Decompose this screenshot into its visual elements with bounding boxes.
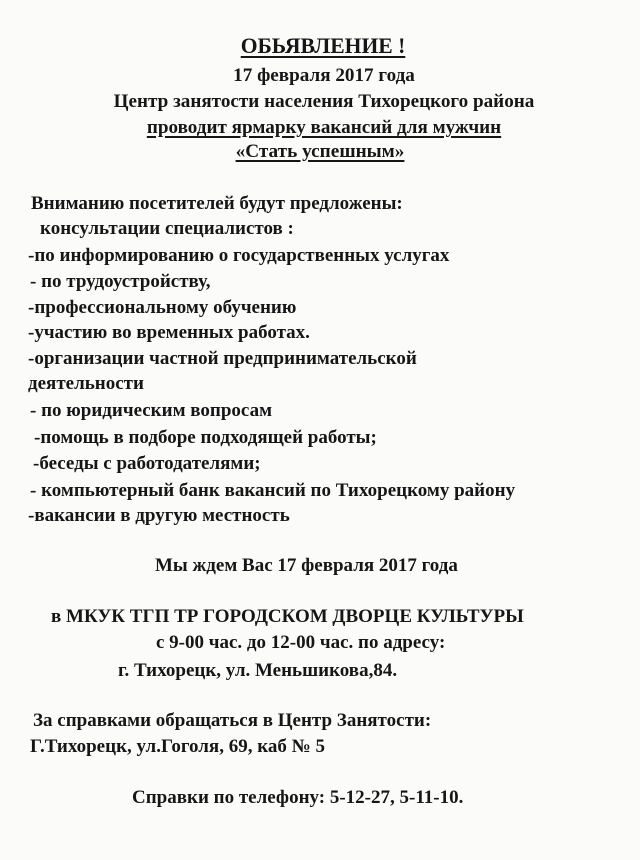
venue: в МКУК ТГП ТР ГОРОДСКОМ ДВОРЦЕ КУЛЬТУРЫ bbox=[51, 606, 524, 627]
contact-info: За справками обращаться в Центр Занятости: bbox=[33, 710, 432, 731]
announcement-title: ОБЬЯВЛЕНИЕ ! bbox=[240, 34, 406, 58]
offer-item: - по юридическим вопросам bbox=[30, 400, 273, 421]
offer-item: -по информированию о государственных услугах bbox=[28, 245, 450, 266]
event-date: 17 февраля 2017 года bbox=[233, 65, 415, 86]
offer-intro: Вниманию посетителей будут предложены: bbox=[31, 193, 403, 214]
phone-numbers: Справки по телефону: 5-12-27, 5-11-10. bbox=[132, 787, 464, 808]
offer-item: -участию во временных работах. bbox=[28, 322, 310, 343]
event-description: проводит ярмарку вакансий для мужчин bbox=[146, 117, 502, 138]
offer-item: -организации частной предпринимательской bbox=[28, 348, 417, 369]
offer-item: -вакансии в другую местность bbox=[28, 505, 290, 526]
organizer: Центр занятости населения Тихорецкого района bbox=[113, 91, 535, 112]
offer-item: -профессиональному обучению bbox=[28, 297, 297, 318]
event-time: с 9-00 час. до 12-00 час. по адресу: bbox=[156, 632, 446, 653]
event-slogan: «Стать успешным» bbox=[235, 141, 405, 162]
offer-item: - по трудоустройству, bbox=[30, 271, 211, 292]
offer-subtitle: консультации специалистов : bbox=[40, 218, 294, 239]
event-address: г. Тихорецк, ул. Меньшикова,84. bbox=[118, 660, 398, 681]
offer-item: -помощь в подборе подходящей работы; bbox=[34, 427, 377, 448]
offer-item: - компьютерный банк вакансий по Тихорецкому району bbox=[30, 480, 516, 501]
offer-item: деятельности bbox=[28, 373, 144, 394]
invitation-date: Мы ждем Вас 17 февраля 2017 года bbox=[155, 555, 458, 576]
offer-item: -беседы с работодателями; bbox=[33, 453, 261, 474]
office-address: Г.Тихорецк, ул.Гоголя, 69, каб № 5 bbox=[30, 736, 325, 757]
